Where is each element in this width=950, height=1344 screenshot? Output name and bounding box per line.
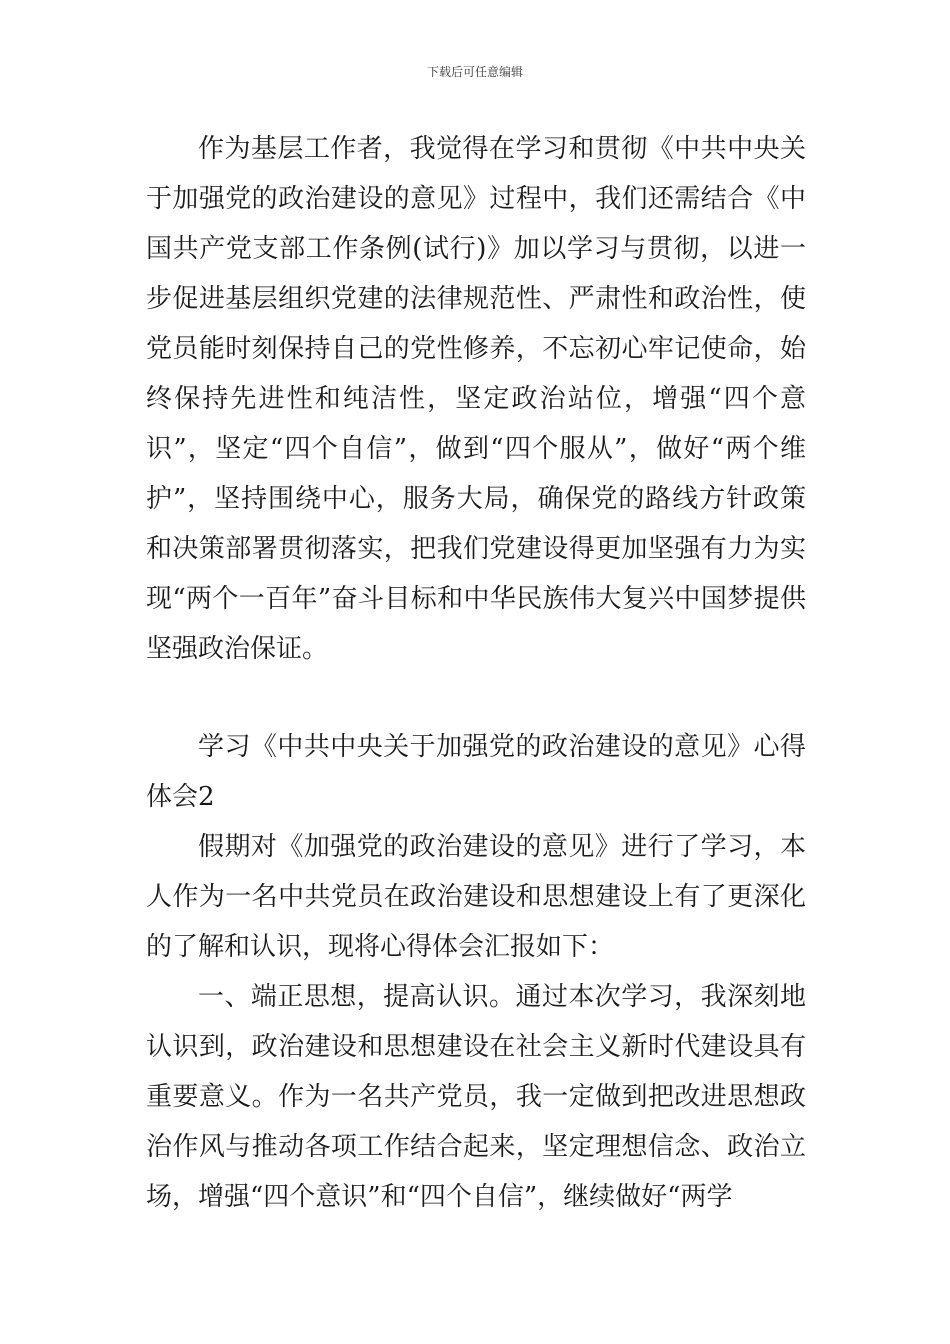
section-1-paragraph: 作为基层工作者，我觉得在学习和贯彻《中共中央关于加强党的政治建设的意见》过程中，我们还需结合《中国共产党支部工作条例(试行)》加以学习与贯彻，以进一步促进基层组织党建的法律规范性、严肃性和政治性，使党员能时刻保持自己的党性修养，不忘初心牢记使命，始终保持先进性和纯洁性，坚定政治站位，增强“四个意识”，坚定“四个自信”，做到“四个服从”，做好“两个维护”，坚持围绕中心，服务大局，确保党的路线方针政策和决策部署贯彻落实，把我们党建设得更加坚强有力为实现“两个一百年”奋斗目标和中华民族伟大复兴中国梦提供坚强政治保证。: [146, 134, 806, 664]
page-header-note: 下载后可任意编辑: [426, 65, 523, 79]
section-2: [146, 722, 806, 1222]
section-2-intro: 假期对《加强党的政治建设的意见》进行了学习，本人作为一名中共党员在政治建设和思想建设上有了更深化的了解和认识，现将心得体会汇报如下：: [146, 832, 806, 962]
section-1: [146, 124, 806, 674]
section-2-point-1: 一、端正思想，提高认识。通过本次学习，我深刻地认识到，政治建设和思想建设在社会主义新时代建设具有重要意义。作为一名共产党员，我一定做到把改进思想政治作风与推动各项工作结合起来，坚定理想信念、政治立场，增强“四个意识”和“四个自信”，继续做好“两学: [146, 982, 806, 1212]
section-2-title: 学习《中共中央关于加强党的政治建设的意见》心得体会2: [146, 732, 806, 812]
